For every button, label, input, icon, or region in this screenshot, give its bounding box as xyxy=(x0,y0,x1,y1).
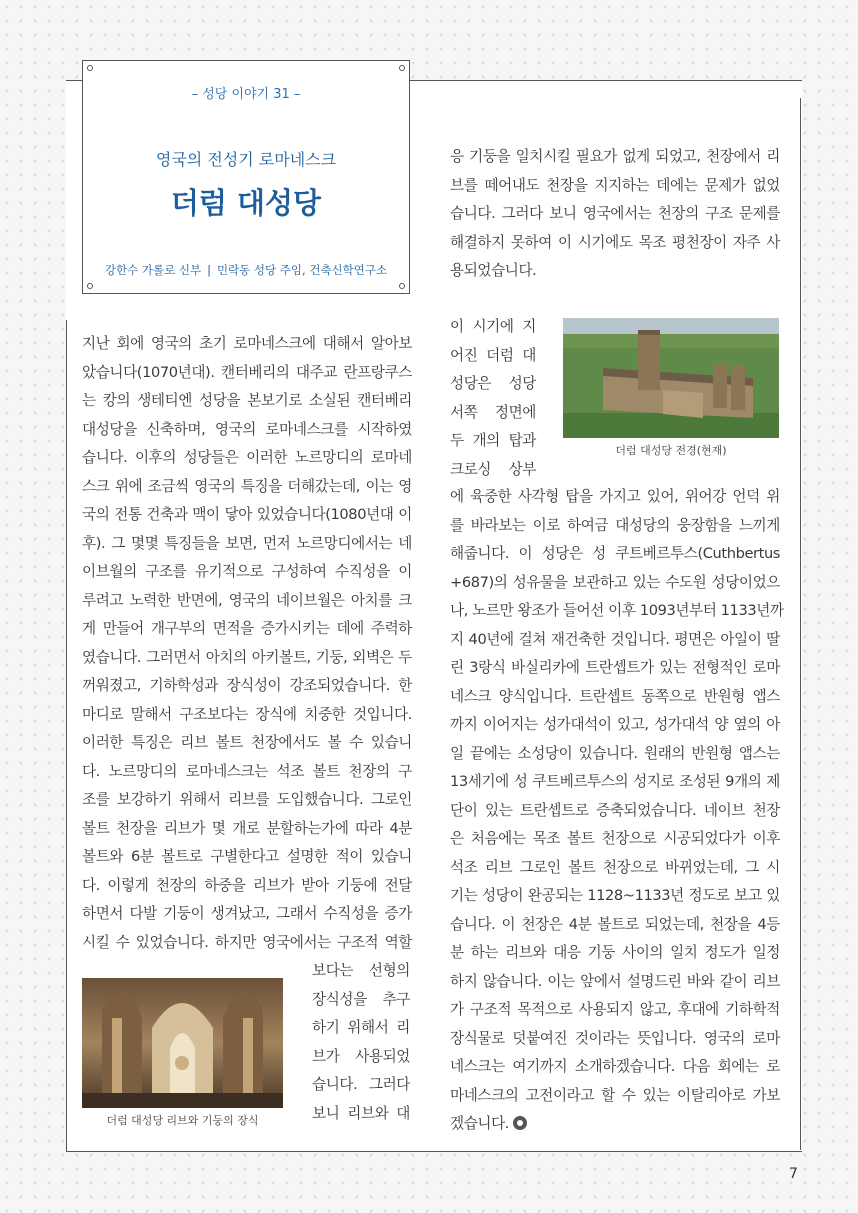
text-line: 이브월의 구조를 유기적으로 구성하여 수직성을 이 xyxy=(82,563,412,580)
interior-photo xyxy=(82,978,283,1108)
article-title: 더럼 대성당 xyxy=(170,186,322,220)
text-line: 는 캉의 생테티엔 성당을 본보기로 소실된 캔터베리 xyxy=(82,392,412,409)
text-line: 브가 사용되었 xyxy=(312,1047,410,1065)
text-line: 였습니다. 그러면서 아치의 아키볼트, 기둥, 외벽은 두 xyxy=(82,648,412,666)
text-line: 았습니다(1070년대). 캔터베리의 대주교 란프랑쿠스 xyxy=(82,363,412,381)
text-line: 해결하지 못하여 이 시기에도 목조 평천장이 자주 사 xyxy=(450,233,780,251)
right-rule xyxy=(800,98,801,1150)
text-line: 습니다. 이 천장은 4분 볼트로 되었는데, 천장을 4등 xyxy=(450,915,780,933)
text-line: 보다는 선형의 xyxy=(312,962,410,979)
text-line: 린 3랑식 바실리카에 트란셉트가 있는 전형적인 로마 xyxy=(450,659,780,676)
text-line: 조를 보강하기 위해서 리브를 도입했습니다. 그로인 xyxy=(82,791,412,808)
corner-dot xyxy=(87,283,93,289)
text-line: 를 바라보는 이로 하여금 대성당의 웅장함을 느끼게 xyxy=(450,516,780,534)
text-line: 겠습니다. xyxy=(450,1115,510,1132)
text-line: 지난 회에 영국의 초기 로마네스크에 대해서 알아보 xyxy=(82,335,412,352)
text-line: 국의 전통 건축과 맥이 닿아 있었습니다(1080년대 이 xyxy=(82,506,412,523)
text-line: 분 하는 리브와 대응 기둥 사이의 일치 정도가 일정 xyxy=(450,944,780,961)
text-line: 마디로 말해서 구조보다는 장식에 치중한 것입니다. xyxy=(82,705,412,723)
text-line: 꺼워졌고, 기하학성과 장식성이 강조되었습니다. 한 xyxy=(82,677,412,694)
text-line: 이러한 특징은 리브 볼트 천장에서도 볼 수 있습니 xyxy=(82,734,412,751)
text-line: 일 끝에는 소성당이 있습니다. 원래의 반원형 앱스는 xyxy=(450,744,780,762)
text-line: 성당은 성당 xyxy=(450,375,536,392)
right-column-top-text xyxy=(450,143,780,286)
author-separator: | xyxy=(207,263,211,277)
text-line: 네스크 양식입니다. 트란셉트 동쪽으로 반원형 앱스 xyxy=(450,687,780,705)
text-line: 다. 노르망디의 로마네스크는 석조 볼트 천장의 구 xyxy=(82,762,412,780)
left-column-text xyxy=(82,330,412,957)
text-line: 습니다. 이후의 성당들은 이러한 노르망디의 로마네 xyxy=(82,449,412,466)
text-line: 보니 리브와 대 xyxy=(312,1104,410,1122)
text-line: 게 만들어 개구부의 면적을 증가시키는 데에 주력하 xyxy=(82,620,412,637)
author-line xyxy=(83,262,409,278)
text-line: 까지 이어지는 성가대석이 있고, 성가대석 양 옆의 아 xyxy=(450,716,780,733)
text-line: 석조 리브 그로인 볼트 천장으로 바뀌었는데, 그 시 xyxy=(450,858,780,876)
text-line: 장식물로 덧붙여진 것이라는 뜻입니다. 영국의 로마 xyxy=(450,1029,780,1047)
text-line: 에 육중한 사각형 탑을 가지고 있어, 위어강 언덕 위 xyxy=(450,488,780,505)
text-line: 이 시기에 지 xyxy=(450,318,536,335)
text-line: 해줍니다. 이 성당은 성 쿠트베르투스(Cuthbertus xyxy=(450,545,780,562)
text-line: 습니다. 그러다 보니 영국에서는 천장의 구조 문제를 xyxy=(450,205,780,222)
text-line: 두 개의 탑과 xyxy=(450,432,536,449)
author-name: 강한수 가롤로 신부 xyxy=(104,263,202,277)
text-line: 대성당을 신축하며, 영국의 로마네스크를 시작하였 xyxy=(82,420,412,438)
text-line: 네스크는 여기까지 소개하겠습니다. 다음 회에는 로 xyxy=(450,1058,780,1075)
exterior-photo xyxy=(563,318,779,438)
text-line: 장식성을 추구 xyxy=(312,990,410,1008)
corner-dot xyxy=(399,283,405,289)
page-number: 7 xyxy=(789,1166,798,1182)
article-subtitle: 영국의 전성기 로마네스크 xyxy=(155,150,337,169)
text-line: 시킬 수 있었습니다. 하지만 영국에서는 구조적 역할 xyxy=(82,933,412,951)
text-line: 다. 이렇게 천장의 하중을 리브가 받아 기둥에 전달 xyxy=(82,876,412,894)
text-line: 지 40년에 걸쳐 재건축한 것입니다. 평면은 아일이 딸 xyxy=(450,630,780,648)
exterior-photo-caption: 더럼 대성당 전경(현재) xyxy=(615,444,727,457)
text-line: 볼트와 6분 볼트로 구별한다고 설명한 적이 있습니 xyxy=(82,848,412,865)
series-label: – 성당 이야기 31 – xyxy=(191,87,301,102)
text-line: 하면서 다발 기둥이 생겨났고, 그래서 수직성을 증가 xyxy=(82,905,412,922)
text-line: 은 처음에는 목조 볼트 천장으로 시공되었다가 이후 xyxy=(450,830,780,847)
text-line: 응 기둥을 일치시킬 필요가 없게 되었고, 천장에서 리 xyxy=(450,148,780,165)
right-wrap-text xyxy=(450,313,536,484)
text-line: 마네스크의 고전이라고 할 수 있는 이탈리아로 가보 xyxy=(450,1086,780,1104)
text-line: 볼트 천장을 리브가 몇 개로 분할하는가에 따라 4분 xyxy=(82,819,412,837)
text-line: 서쪽 정면에 xyxy=(450,403,536,421)
text-line: 크로싱 상부 xyxy=(450,460,536,478)
text-line: 13세기에 성 쿠트베르투스의 성지로 조성된 9개의 제 xyxy=(450,773,780,790)
bottom-rule xyxy=(66,1151,802,1152)
corner-dot xyxy=(399,65,405,71)
text-line: 하기 위해서 리 xyxy=(312,1019,410,1036)
left-wrap-text xyxy=(312,957,410,1128)
text-line: 하지 않습니다. 이는 앞에서 설명드린 바와 같이 리브 xyxy=(450,972,780,990)
corner-dot xyxy=(87,65,93,71)
text-line: 단이 있는 트란셉트로 증축되었습니다. 네이브 천장 xyxy=(450,801,780,819)
text-line: 나, 노르만 왕조가 들어선 이후 1093년부터 1133년까 xyxy=(450,602,784,619)
text-line: 용되었습니다. xyxy=(450,262,537,279)
text-line: 후). 그 몇몇 특징들을 보면, 먼저 노르망디에서는 네 xyxy=(82,534,412,552)
text-line: 루려고 노력한 반면에, 영국의 네이브월은 아치를 크 xyxy=(82,591,412,609)
text-line: 스크 위에 조금씩 영국의 특징을 더해갔는데, 이는 영 xyxy=(82,477,412,495)
author-affiliation: 민락동 성당 주임, 건축신학연구소 xyxy=(216,263,388,277)
text-line: 어진 더럼 대 xyxy=(450,346,536,364)
end-mark-icon xyxy=(513,1116,527,1130)
text-line: 가 구조적 목적으로 사용되지 않고, 후대에 기하학적 xyxy=(450,1001,780,1018)
right-column-bottom-text xyxy=(450,483,784,1139)
left-rule xyxy=(66,320,67,1152)
text-line: 기는 성당이 완공되는 1128~1133년 정도로 보고 있 xyxy=(450,887,780,904)
text-line: +687)의 성유물을 보관하고 있는 수도원 성당이었으 xyxy=(450,573,780,591)
title-box xyxy=(82,60,410,294)
interior-photo-caption: 더럼 대성당 리브와 기둥의 장식 xyxy=(106,1114,259,1127)
text-line: 브를 떼어내도 천장을 지지하는 데에는 문제가 없었 xyxy=(450,176,780,194)
text-line: 습니다. 그러다 xyxy=(312,1076,410,1093)
